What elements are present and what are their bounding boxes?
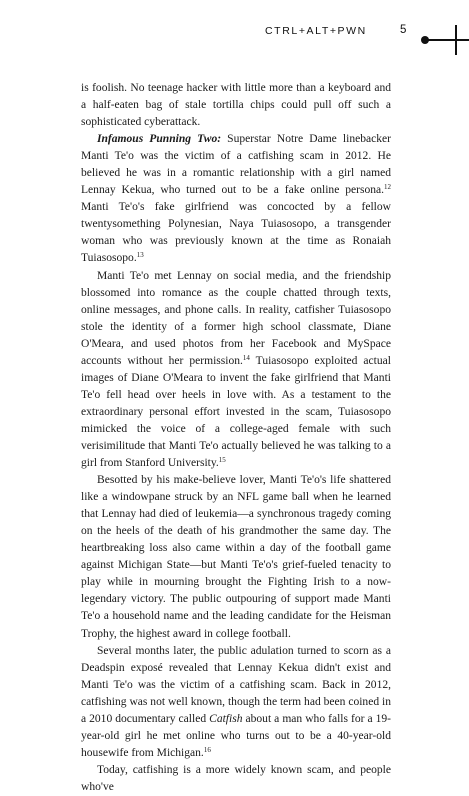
paragraph-text: Tuiasosopo exploited actual images of Diane O'Meara to invent the fake girlfriend that Manti Te'o fell head over heels in love with. As a testament to the extraordinary personal effort invested in the scam, Tuiasosopo mimicked the voice of a college-aged female with such verisimilitude that Manti Te'o actually believed he was talking to a girl from Stanford University. — [81, 354, 391, 470]
footnote-ref: 13 — [136, 251, 144, 260]
paragraph-6: Today, catfishing is a more widely known scam, and people who've — [81, 763, 391, 793]
paragraph-3 — [81, 268, 391, 473]
paragraph-lead-in: Infamous Punning Two: — [97, 133, 222, 146]
header-rule-dot — [421, 36, 429, 44]
paragraph-1: is foolish. No teenage hacker with little more than a keyboard and a half-eaten bag of stale tortilla chips could pull off such a sophisticated cyberattack. — [81, 82, 391, 129]
page-number: 5 — [400, 24, 407, 36]
paragraph-text: about a man who falls for a 19-year-old girl he met online who turns out to be a 40-year-old housewife from Michigan. — [81, 712, 392, 759]
footnote-ref: 15 — [218, 456, 226, 465]
header-rule — [428, 39, 469, 41]
paragraph-text: Manti Te'o met Lennay on social media, and the friendship blossomed into romance as the couple chatted through texts, online messages, and phone calls. In reality, catfisher Tuiasosopo stole the identity of a former high school classmate, Diane O'Meara, and used photos from her Facebook and MySpace accounts without her permission. — [81, 269, 391, 367]
footnote-ref: 16 — [203, 745, 211, 754]
paragraph-text: Several months later, the public adulation turned to scorn as a Deadspin exposé revealed that Lennay Kekua didn't exist and Manti Te'o was the victim of a catfishing scam. Back in 2012, catfishing was not well known, though the term had been coined in a 2010 documentary called — [81, 644, 391, 725]
paragraph-4: Besotted by his make-believe lover, Manti Te'o's life shattered like a windowpane struck by an NFL game ball when he learned that Lennay had died of leukemia—a synchronous tragedy coming on the heels of the death of his grandmother the same day. The heartbreaking loss also came within a day of the football game against Michigan State—but Manti Te'o's grief-fueled tenacity to play while in mourning brought the Fighting Irish to a now-legendary victory. The public outpouring of support made Manti Te'o a household name and the leading candidate for the Heisman Trophy, the highest award in college football. — [81, 474, 391, 640]
page-header — [0, 25, 469, 55]
footnote-ref: 14 — [242, 353, 250, 362]
paragraph-text: Manti Te'o's fake girlfriend was concocted by a fellow twentysomething Polynesian, Naya Tuiasosopo, a transgender woman who was previously known at the time as Ronaiah Tuiasosopo. — [81, 201, 391, 265]
body-text — [81, 80, 391, 796]
footnote-ref: 12 — [384, 183, 391, 192]
running-head: CTRL+ALT+PWN — [265, 25, 367, 37]
film-title: Catfish — [209, 712, 243, 725]
paragraph-2 — [81, 131, 391, 267]
paragraph-5 — [81, 643, 391, 762]
paragraph-text: Superstar Notre Dame linebacker Manti Te'o was the victim of a catfishing scam in 2012. He believed he was in a romantic relationship with a girl named Lennay Kekua, who turned out to be a fake online persona. — [81, 133, 391, 197]
